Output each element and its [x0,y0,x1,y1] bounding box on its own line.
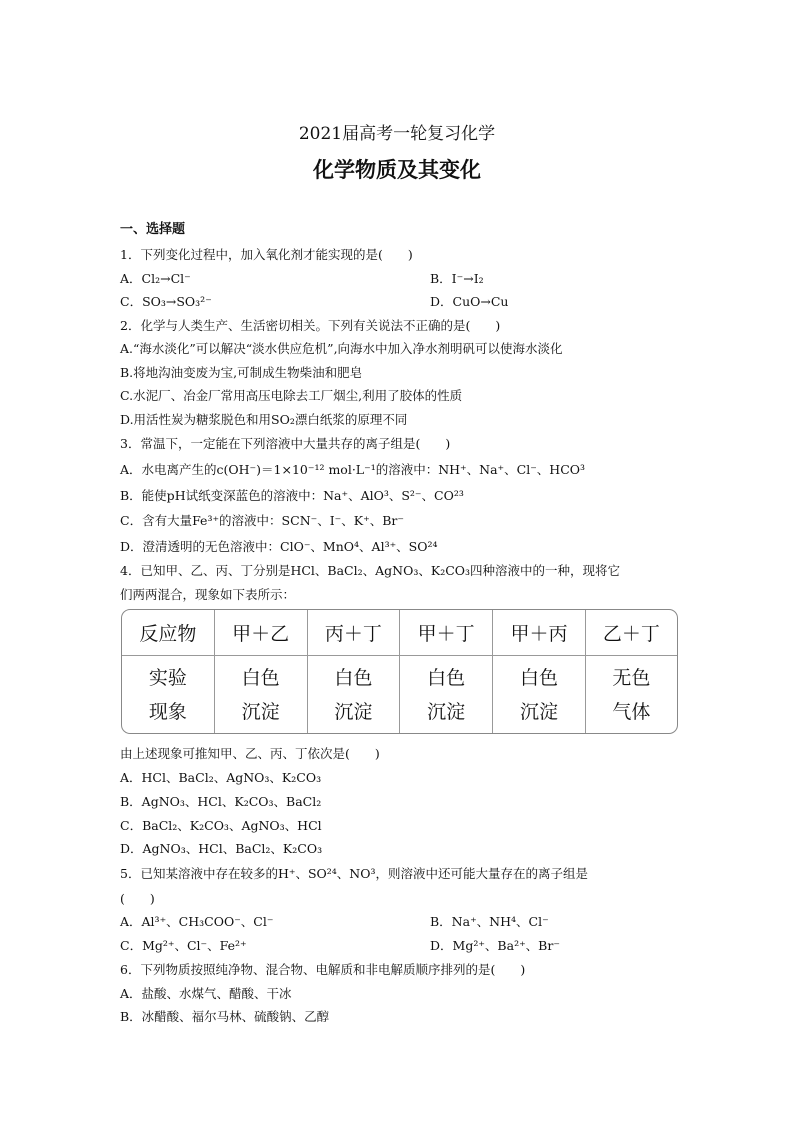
table-header-row [122,610,677,656]
option-5d: D．Mg²⁺、Ba²⁺、Br⁻ [430,938,560,953]
option-5a: A．Al³⁺、CH₃COO⁻、Cl⁻ [120,914,274,929]
option-4b: B．AgNO₃、HCl、K₂CO₃、BaCl₂ [120,794,322,809]
option-5b: B．Na⁺、NH⁴、Cl⁻ [430,914,549,929]
table-header-cell: 甲＋丁 [400,610,493,656]
table-cell: 实验 现象 [122,656,215,733]
table-header-cell: 丙＋丁 [308,610,401,656]
option-1d: D．CuO→Cu [430,294,509,309]
document-title: 2021届高考一轮复习化学 [298,124,496,144]
question-5: 5．已知某溶液中存在较多的H⁺、SO²⁴、NO³，则溶液中还可能大量存在的离子组是 [120,866,588,881]
table-header-cell: 反应物 [122,610,215,656]
question-4: 4．已知甲、乙、丙、丁分别是HCl、BaCl₂、AgNO₃、K₂CO₃四种溶液中的一种，现将它 [120,563,621,578]
option-1a: A．Cl₂→Cl⁻ [120,271,191,286]
question-4-prompt: 由上述现象可推知甲、乙、丙、丁依次是( ) [120,746,380,761]
option-2d: D.用活性炭为糖浆脱色和用SO₂漂白纸浆的原理不同 [120,412,408,427]
table-cell: 白色 沉淀 [215,656,308,733]
question-5-cont: ( ) [120,891,155,906]
document-subtitle: 化学物质及其变化 [313,157,481,182]
question-2: 2．化学与人类生产、生活密切相关。下列有关说法不正确的是( ) [120,318,501,333]
question-4-cont: 们两两混合，现象如下表所示： [120,587,296,602]
option-6b: B．冰醋酸、福尔马林、硫酸钠、乙醇 [120,1009,330,1024]
option-1b: B．I⁻→I₂ [430,271,484,286]
table-cell: 白色 沉淀 [308,656,401,733]
table-cell: 白色 沉淀 [493,656,586,733]
table-header-cell: 甲＋丙 [493,610,586,656]
option-1c: C．SO₃→SO₃²⁻ [120,294,212,309]
section-heading: 一、选择题 [120,222,186,237]
option-3b: B．能使pH试纸变深蓝色的溶液中：Na⁺、AlO³、S²⁻、CO²³ [120,488,464,503]
option-4a: A．HCl、BaCl₂、AgNO₃、K₂CO₃ [120,770,322,785]
table-row [122,656,677,733]
option-3a: A．水电离产生的c(OH⁻)＝1×10⁻¹² mol·L⁻¹的溶液中：NH⁺、Na⁺、Cl⁻、HCO³ [120,462,586,477]
option-3c: C．含有大量Fe³⁺的溶液中：SCN⁻、I⁻、K⁺、Br⁻ [120,513,404,528]
question-6: 6．下列物质按照纯净物、混合物、电解质和非电解质顺序排列的是( ) [120,962,526,977]
question-1: 1．下列变化过程中，加入氧化剂才能实现的是( ) [120,247,413,262]
table-header-cell: 乙＋丁 [586,610,677,656]
option-2c: C.水泥厂、冶金厂常用高压电除去工厂烟尘,利用了胶体的性质 [120,388,463,403]
option-2a: A.“海水淡化”可以解决“淡水供应危机”,向海水中加入净水剂明矾可以使海水淡化 [120,341,563,356]
option-3d: D．澄清透明的无色溶液中：ClO⁻、MnO⁴、Al³⁺、SO²⁴ [120,539,438,554]
question-3: 3．常温下，一定能在下列溶液中大量共存的离子组是( ) [120,436,451,451]
table-header-cell: 甲＋乙 [215,610,308,656]
reaction-table [121,609,678,734]
option-4d: D．AgNO₃、HCl、BaCl₂、K₂CO₃ [120,841,323,856]
option-2b: B.将地沟油变废为宝,可制成生物柴油和肥皂 [120,365,363,380]
table-cell: 白色 沉淀 [400,656,493,733]
option-6a: A．盐酸、水煤气、醋酸、干冰 [120,986,292,1001]
option-4c: C．BaCl₂、K₂CO₃、AgNO₃、HCl [120,818,322,833]
option-5c: C．Mg²⁺、Cl⁻、Fe²⁺ [120,938,247,953]
table-cell: 无色 气体 [612,666,651,723]
